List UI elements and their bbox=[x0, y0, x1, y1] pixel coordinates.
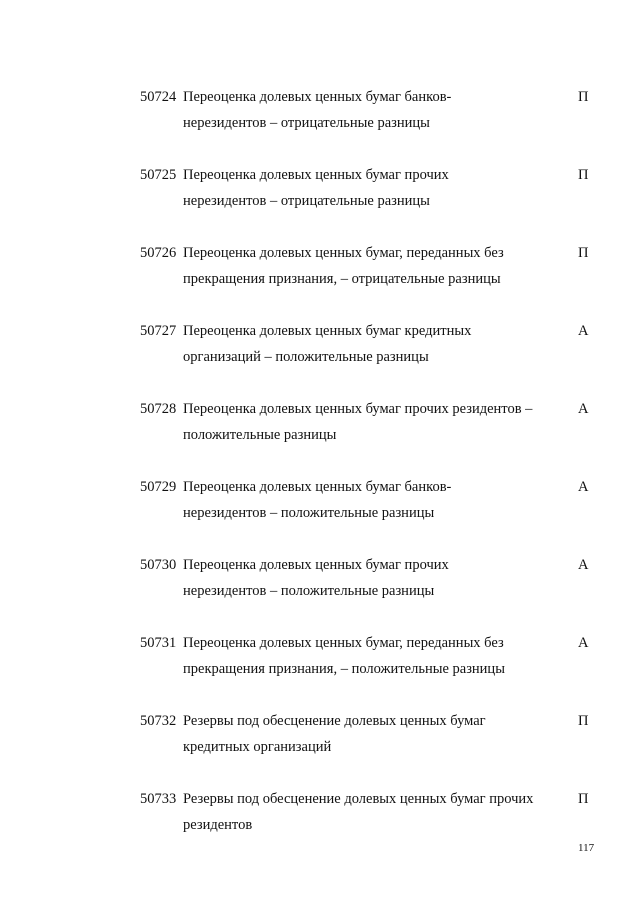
account-type: А bbox=[578, 479, 589, 495]
account-description bbox=[183, 630, 563, 682]
description-line: прекращения признания, – отрицательные разницы bbox=[183, 271, 501, 287]
description-line: Резервы под обесценение долевых ценных бумаг bbox=[183, 713, 486, 729]
account-type: А bbox=[578, 557, 589, 573]
description-line: Резервы под обесценение долевых ценных бумаг прочих bbox=[183, 791, 534, 807]
account-entry bbox=[140, 474, 600, 552]
account-code: 50729 bbox=[140, 479, 177, 495]
account-code: 50731 bbox=[140, 635, 177, 651]
account-description bbox=[183, 84, 563, 136]
account-description bbox=[183, 318, 563, 370]
description-line: Переоценка долевых ценных бумаг, переданных без bbox=[183, 635, 504, 651]
account-type: А bbox=[578, 323, 589, 339]
account-list bbox=[140, 84, 600, 864]
account-type: П bbox=[578, 167, 589, 183]
account-description bbox=[183, 474, 563, 526]
description-line: Переоценка долевых ценных бумаг прочих bbox=[183, 167, 449, 183]
account-type: А bbox=[578, 401, 589, 417]
description-line: Переоценка долевых ценных бумаг банков- bbox=[183, 479, 452, 495]
account-code: 50728 bbox=[140, 401, 177, 417]
description-line: нерезидентов – положительные разницы bbox=[183, 505, 435, 521]
description-line: нерезидентов – отрицательные разницы bbox=[183, 115, 430, 131]
account-code: 50733 bbox=[140, 791, 177, 807]
description-line: кредитных организаций bbox=[183, 739, 332, 755]
account-type: П bbox=[578, 89, 589, 105]
account-description bbox=[183, 396, 563, 448]
account-description bbox=[183, 786, 563, 838]
account-type: А bbox=[578, 635, 589, 651]
account-entry bbox=[140, 318, 600, 396]
account-description bbox=[183, 552, 563, 604]
description-line: организаций – положительные разницы bbox=[183, 349, 429, 365]
description-line: положительные разницы bbox=[183, 427, 337, 443]
account-entry bbox=[140, 162, 600, 240]
account-code: 50724 bbox=[140, 89, 177, 105]
account-entry bbox=[140, 708, 600, 786]
page-number: 117 bbox=[578, 842, 595, 854]
account-entry bbox=[140, 630, 600, 708]
account-entry bbox=[140, 396, 600, 474]
description-line: Переоценка долевых ценных бумаг прочих резидентов – bbox=[183, 401, 533, 417]
description-line: резидентов bbox=[183, 817, 253, 833]
account-description bbox=[183, 162, 563, 214]
description-line: Переоценка долевых ценных бумаг банков- bbox=[183, 89, 452, 105]
account-description bbox=[183, 708, 563, 760]
description-line: нерезидентов – положительные разницы bbox=[183, 583, 435, 599]
account-entry bbox=[140, 84, 600, 162]
account-entry bbox=[140, 786, 600, 864]
account-code: 50727 bbox=[140, 323, 177, 339]
description-line: Переоценка долевых ценных бумаг прочих bbox=[183, 557, 449, 573]
account-type: П bbox=[578, 245, 589, 261]
account-code: 50730 bbox=[140, 557, 177, 573]
account-entry bbox=[140, 552, 600, 630]
account-code: 50725 bbox=[140, 167, 177, 183]
account-code: 50732 bbox=[140, 713, 177, 729]
account-code: 50726 bbox=[140, 245, 177, 261]
description-line: Переоценка долевых ценных бумаг кредитных bbox=[183, 323, 472, 339]
description-line: прекращения признания, – положительные разницы bbox=[183, 661, 505, 677]
account-type: П bbox=[578, 713, 589, 729]
account-description bbox=[183, 240, 563, 292]
description-line: Переоценка долевых ценных бумаг, переданных без bbox=[183, 245, 504, 261]
description-line: нерезидентов – отрицательные разницы bbox=[183, 193, 430, 209]
account-type: П bbox=[578, 791, 589, 807]
account-entry bbox=[140, 240, 600, 318]
